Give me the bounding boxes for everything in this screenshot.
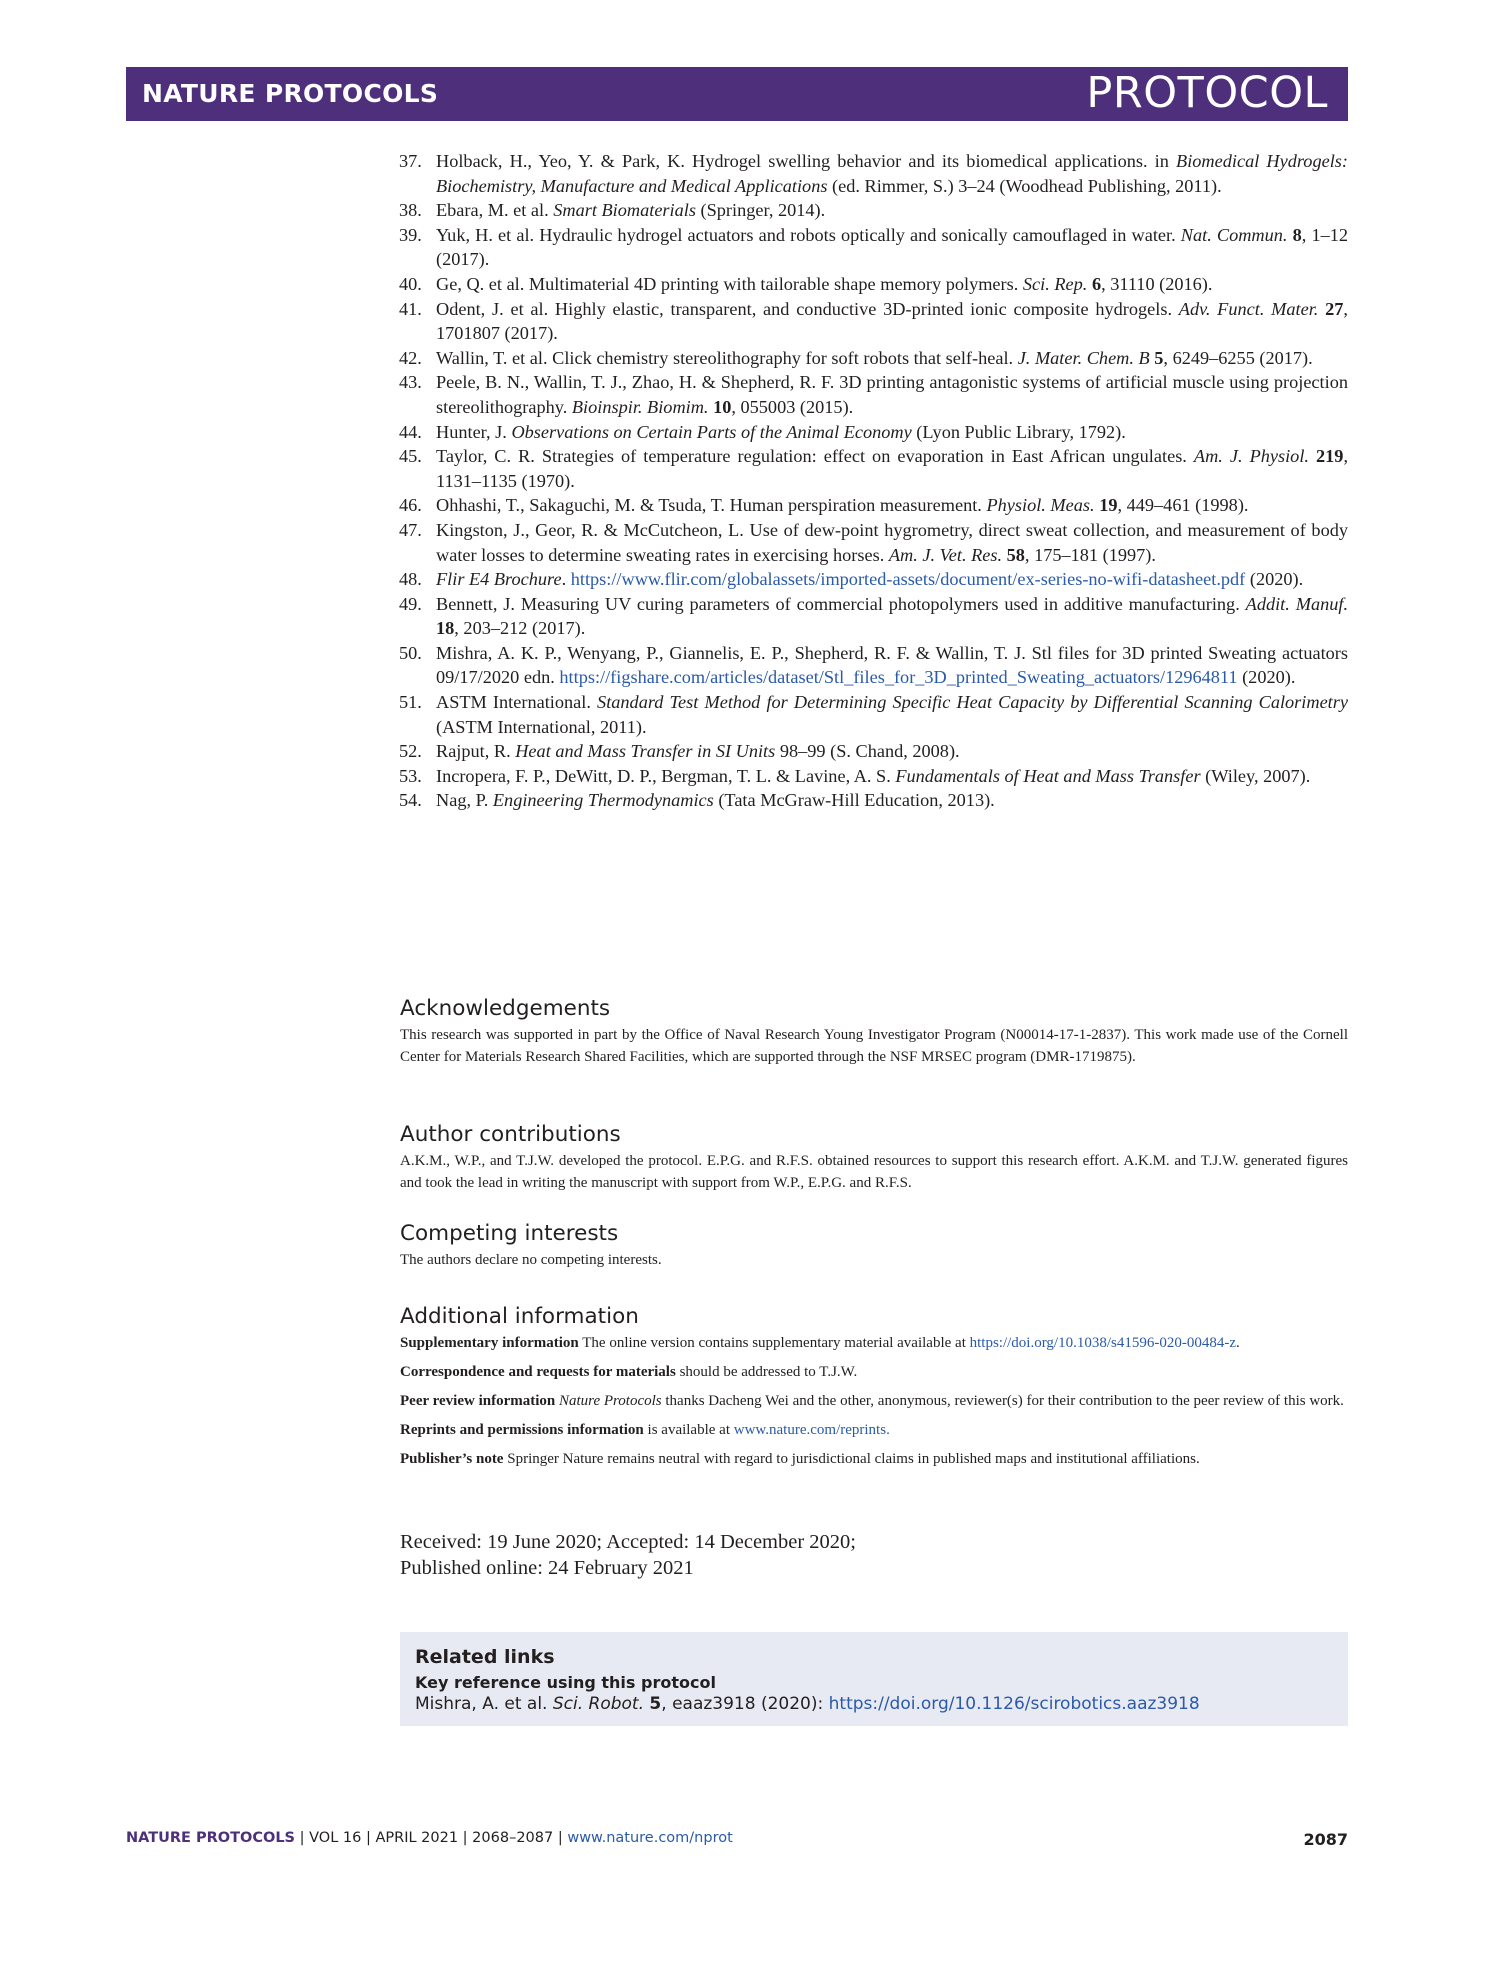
key-reference-details: , eaaz3918 (2020): bbox=[661, 1694, 829, 1714]
reference-text: Hunter, J. Observations on Certain Parts of the Animal Economy (Lyon Public Library, 1792). bbox=[436, 421, 1126, 442]
reference-item bbox=[399, 198, 1348, 223]
reference-number: 49. bbox=[399, 593, 422, 614]
reprints-label: Reprints and permissions information bbox=[400, 1422, 644, 1438]
author-contributions-text: A.K.M., W.P., and T.J.W. developed the protocol. E.P.G. and R.F.S. obtained resources to support this research effort. A.K.M. and T.J.W. generated figures and took the lead in writing the manuscript with support from W.P., E.P.G. and R.F.S. bbox=[400, 1153, 1348, 1191]
reference-text: Ebara, M. et al. Smart Biomaterials (Springer, 2014). bbox=[436, 200, 826, 221]
reference-item bbox=[399, 272, 1348, 297]
reference-text: Peele, B. N., Wallin, T. J., Zhao, H. & Shepherd, R. F. 3D printing antagonistic systems of artificial muscle using projection stereolithography. Bioinspir. Biomim. 10, 055003 (2015). bbox=[436, 372, 1348, 417]
competing-interests-text: The authors declare no competing interests. bbox=[400, 1252, 662, 1268]
reference-number: 52. bbox=[399, 741, 422, 762]
reference-text: Kingston, J., Geor, R. & McCutcheon, L. Use of dew-point hygrometry, direct sweat collection, and measurement of body water losses to determine sweating rates in exercising horses. Am. J. Vet. Res. 58, 175–181 (1997). bbox=[436, 519, 1348, 565]
related-links-title: Related links bbox=[415, 1646, 555, 1668]
reference-number: 50. bbox=[399, 642, 422, 663]
reference-number: 47. bbox=[399, 519, 422, 540]
correspondence-label: Correspondence and requests for materials bbox=[400, 1364, 676, 1380]
reference-number: 42. bbox=[399, 347, 422, 368]
additional-information-heading: Additional information bbox=[400, 1304, 639, 1329]
footer-separator: | bbox=[553, 1830, 568, 1846]
footer-journal-link[interactable]: www.nature.com/nprot bbox=[567, 1830, 733, 1846]
footer-citation bbox=[126, 1830, 733, 1846]
reference-number: 54. bbox=[399, 790, 422, 811]
reference-item bbox=[399, 641, 1348, 690]
reference-link[interactable]: https://www.flir.com/globalassets/imported-assets/document/ex-series-no-wifi-datasheet.pdf bbox=[570, 569, 1246, 590]
peer-review-information bbox=[400, 1390, 1348, 1412]
reference-link[interactable]: https://figshare.com/articles/dataset/Stl_files_for_3D_printed_Sweating_actuators/12964811 bbox=[559, 667, 1238, 688]
additional-information-body bbox=[400, 1332, 1348, 1477]
reference-number: 41. bbox=[399, 298, 422, 319]
footer-journal: NATURE PROTOCOLS bbox=[126, 1830, 296, 1846]
reference-number: 37. bbox=[399, 151, 422, 171]
reference-number: 40. bbox=[399, 273, 422, 294]
reference-text: ASTM International. Standard Test Method for Determining Specific Heat Capacity by Differential Scanning Calorimetry (ASTM International, 2011). bbox=[436, 692, 1348, 737]
reference-text: Bennett, J. Measuring UV curing parameters of commercial photopolymers used in additive manufacturing. Addit. Manuf. 18, 203–212 (2017). bbox=[436, 593, 1349, 639]
page-footer bbox=[126, 1830, 1348, 1854]
competing-interests-heading: Competing interests bbox=[400, 1221, 619, 1246]
page-number: 2087 bbox=[1303, 1830, 1348, 1849]
reference-item bbox=[399, 149, 1348, 198]
reference-text: Taylor, C. R. Strategies of temperature regulation: effect on evaporation in East African ungulates. Am. J. Physiol. 219, 1131–1135 (1970). bbox=[436, 446, 1349, 491]
publisher-note bbox=[400, 1448, 1348, 1470]
reference-item bbox=[399, 764, 1348, 789]
reference-number: 38. bbox=[399, 200, 422, 221]
received-accepted-dates: Received: 19 June 2020; Accepted: 14 December 2020; bbox=[400, 1531, 856, 1553]
reference-text: Ge, Q. et al. Multimaterial 4D printing with tailorable shape memory polymers. Sci. Rep. 6, 31110 (2016). bbox=[436, 273, 1213, 294]
reference-item bbox=[399, 297, 1348, 346]
journal-header-bar bbox=[126, 67, 1348, 121]
acknowledgements-heading: Acknowledgements bbox=[400, 996, 611, 1021]
reprints-text: is available at bbox=[643, 1422, 734, 1438]
reference-item bbox=[399, 739, 1348, 764]
related-links-box bbox=[400, 1632, 1348, 1726]
reference-number: 46. bbox=[399, 495, 422, 516]
supplementary-end: . bbox=[1236, 1335, 1240, 1351]
footer-separator: | bbox=[361, 1830, 376, 1846]
reference-item bbox=[399, 493, 1348, 518]
reference-text: Ohhashi, T., Sakaguchi, M. & Tsuda, T. Human perspiration measurement. Physiol. Meas. 19, 449–461 (1998). bbox=[436, 495, 1249, 516]
reference-item bbox=[399, 223, 1348, 272]
article-dates bbox=[400, 1529, 1300, 1581]
reference-item bbox=[399, 788, 1348, 813]
published-online-date: Published online: 24 February 2021 bbox=[400, 1557, 694, 1579]
reference-list bbox=[399, 149, 1348, 813]
journal-name: NATURE PROTOCOLS bbox=[142, 79, 439, 108]
reference-item bbox=[399, 346, 1348, 371]
footer-separator: | bbox=[295, 1830, 310, 1846]
author-contributions-heading: Author contributions bbox=[400, 1122, 621, 1147]
peer-review-journal: Nature Protocols bbox=[558, 1393, 662, 1409]
publisher-note-label: Publisher’s note bbox=[400, 1451, 504, 1467]
acknowledgements-text: This research was supported in part by the Office of Naval Research Young Investigator Program (N00014-17-1-2837). This work made use of the Cornell Center for Materials Research Shared Facilities, which are supported through the NSF MRSEC program (DMR-1719875). bbox=[400, 1027, 1348, 1065]
reference-text: Nag, P. Engineering Thermodynamics (Tata McGraw-Hill Education, 2013). bbox=[436, 790, 995, 811]
reference-item bbox=[399, 420, 1348, 445]
reference-text: Rajput, R. Heat and Mass Transfer in SI Units 98–99 (S. Chand, 2008). bbox=[436, 741, 960, 762]
reference-text: Incropera, F. P., DeWitt, D. P., Bergman, T. L. & Lavine, A. S. Fundamentals of Heat and Mass Transfer (Wiley, 2007). bbox=[436, 765, 1311, 786]
reference-text: Yuk, H. et al. Hydraulic hydrogel actuators and robots optically and sonically camouflaged in water. Nat. Commun. 8, 1–12 (2017). bbox=[436, 224, 1349, 270]
related-links-subtitle: Key reference using this protocol bbox=[415, 1673, 716, 1692]
reference-number: 53. bbox=[399, 765, 422, 786]
supplementary-link[interactable]: https://doi.org/10.1038/s41596-020-00484-z bbox=[969, 1335, 1236, 1351]
reference-text: Odent, J. et al. Highly elastic, transparent, and conductive 3D-printed ionic composite hydrogels. Adv. Funct. Mater. 27, 1701807 (2017). bbox=[436, 298, 1348, 344]
footer-issue: APRIL 2021 bbox=[375, 1830, 459, 1846]
footer-pages: 2068–2087 bbox=[472, 1830, 554, 1846]
supplementary-information bbox=[400, 1332, 1348, 1354]
reference-number: 44. bbox=[399, 421, 422, 442]
reference-item bbox=[399, 567, 1348, 592]
peer-review-label: Peer review information bbox=[400, 1393, 556, 1409]
reference-item bbox=[399, 370, 1348, 419]
footer-volume: VOL 16 bbox=[309, 1830, 362, 1846]
key-reference-doi-link[interactable]: https://doi.org/10.1126/scirobotics.aaz3918 bbox=[828, 1694, 1200, 1714]
publisher-note-text: Springer Nature remains neutral with regard to jurisdictional claims in published maps and institutional affiliations. bbox=[503, 1451, 1200, 1467]
reference-item bbox=[399, 592, 1348, 641]
key-reference bbox=[415, 1694, 1200, 1714]
peer-review-text: thanks Dacheng Wei and the other, anonymous, reviewer(s) for their contribution to the peer review of this work. bbox=[661, 1393, 1344, 1409]
reference-text: Mishra, A. K. P., Wenyang, P., Giannelis, E. P., Shepherd, R. F. & Wallin, T. J. Stl files for 3D printed Sweating actuators 09/17/2020 edn. https://figshare.com/articles/dataset/Stl_files_for_3D_printed_Sweating_actuators/12964811 (2020). bbox=[436, 642, 1348, 688]
reference-item bbox=[399, 444, 1348, 493]
key-reference-journal: Sci. Robot. bbox=[552, 1694, 645, 1714]
reference-text: Wallin, T. et al. Click chemistry stereolithography for soft robots that self-heal. J. Mater. Chem. B 5, 6249–6255 (2017). bbox=[436, 347, 1313, 368]
reference-number: 51. bbox=[399, 692, 422, 713]
correspondence-text: should be addressed to T.J.W. bbox=[675, 1364, 858, 1380]
reference-text: Flir E4 Brochure. https://www.flir.com/globalassets/imported-assets/document/ex-series-no-wifi-datasheet.pdf (2020). bbox=[436, 569, 1304, 590]
supplementary-text: The online version contains supplementary material available at bbox=[578, 1335, 970, 1351]
key-reference-authors: Mishra, A. et al. bbox=[415, 1694, 553, 1714]
reference-item bbox=[399, 518, 1348, 567]
footer-separator: | bbox=[458, 1830, 473, 1846]
supplementary-label: Supplementary information bbox=[400, 1335, 579, 1351]
reprints-link[interactable]: www.nature.com/reprints. bbox=[733, 1422, 890, 1438]
reference-number: 48. bbox=[399, 569, 422, 590]
reference-number: 45. bbox=[399, 446, 422, 467]
key-reference-volume: 5 bbox=[649, 1694, 662, 1714]
reprints-information bbox=[400, 1419, 1348, 1441]
reference-item bbox=[399, 690, 1348, 739]
reference-text: Holback, H., Yeo, Y. & Park, K. Hydrogel swelling behavior and its biomedical applications. in Biomedical Hydrogels: Biochemistry, Manufacture and Medical Applications (ed. Rimmer, S.) 3–24 (Woodhead Publishing, 2011). bbox=[436, 151, 1348, 196]
reference-number: 39. bbox=[399, 224, 422, 245]
reference-number: 43. bbox=[399, 372, 422, 393]
article-type: PROTOCOL bbox=[1086, 68, 1328, 118]
correspondence-information bbox=[400, 1361, 1348, 1383]
